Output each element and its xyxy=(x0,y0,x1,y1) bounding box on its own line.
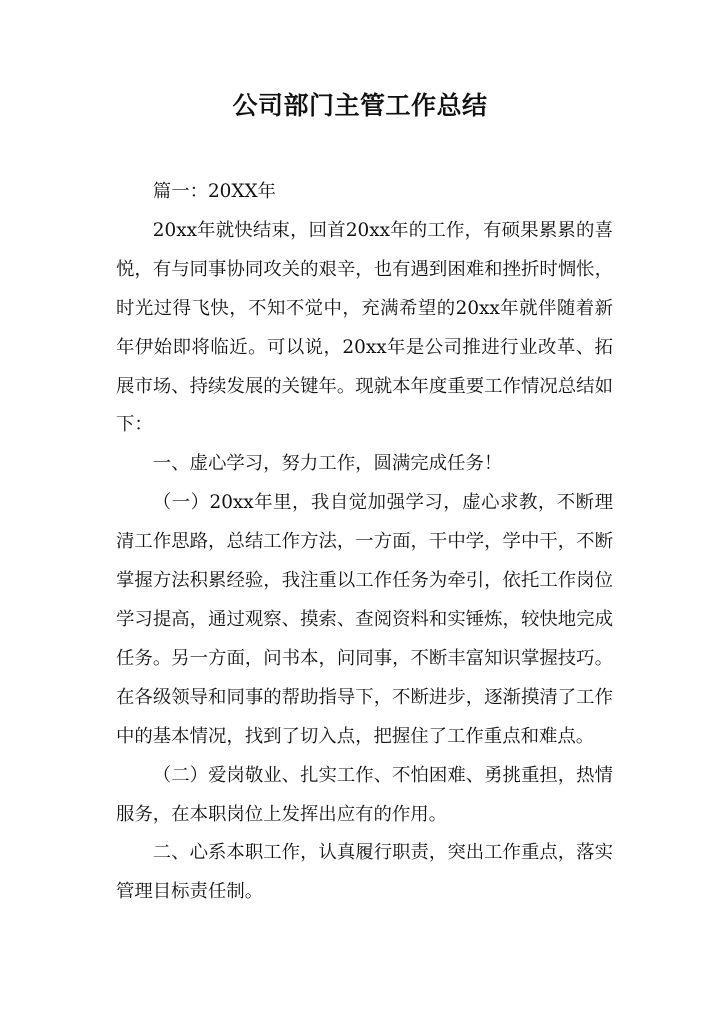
section-heading-one: 一、虚心学习，努力工作，圆满完成任务！ xyxy=(152,453,503,475)
document-title: 公司部门主管工作总结 xyxy=(232,91,488,120)
paragraph-subsection-two: （二）爱岗敬业、扎实工作、不怕困难、勇挑重担，热情服务，在本职岗位上发挥出应有的作用。 xyxy=(116,764,613,825)
document-body xyxy=(116,173,613,912)
paragraph-intro: 20xx年就快结束，回首20xx年的工作，有硕果累累的喜悦，有与同事协同攻关的艰辛，也有遇到困难和挫折时惆怅，时光过得飞快，不知不觉中，充满希望的20xx年就伴随着新年伊始即将临近。可以说，20xx年是公司推进行业改革、拓展市场、持续发展的关键年。现就本年度重要工作情况总结如下： xyxy=(116,219,613,436)
paragraph-subsection-one: （一）20xx年里，我自觉加强学习，虚心求教，不断理清工作思路，总结工作方法，一方面，干中学，学中干，不断掌握方法积累经验，我注重以工作任务为牵引，依托工作岗位学习提高，通过观察、摸索、查阅资料和实锤炼，较快地完成任务。另一方面，问书本，问同事，不断丰富知识掌握技巧。在各级领导和同事的帮助指导下，不断进步，逐渐摸清了工作中的基本情况，找到了切入点，把握住了工作重点和难点。 xyxy=(116,492,613,747)
section-heading-two: 二、心系本职工作，认真履行职责，突出工作重点，落实管理目标责任制。 xyxy=(116,842,613,903)
section-heading-part-one: 篇一：20XX年 xyxy=(152,181,276,202)
